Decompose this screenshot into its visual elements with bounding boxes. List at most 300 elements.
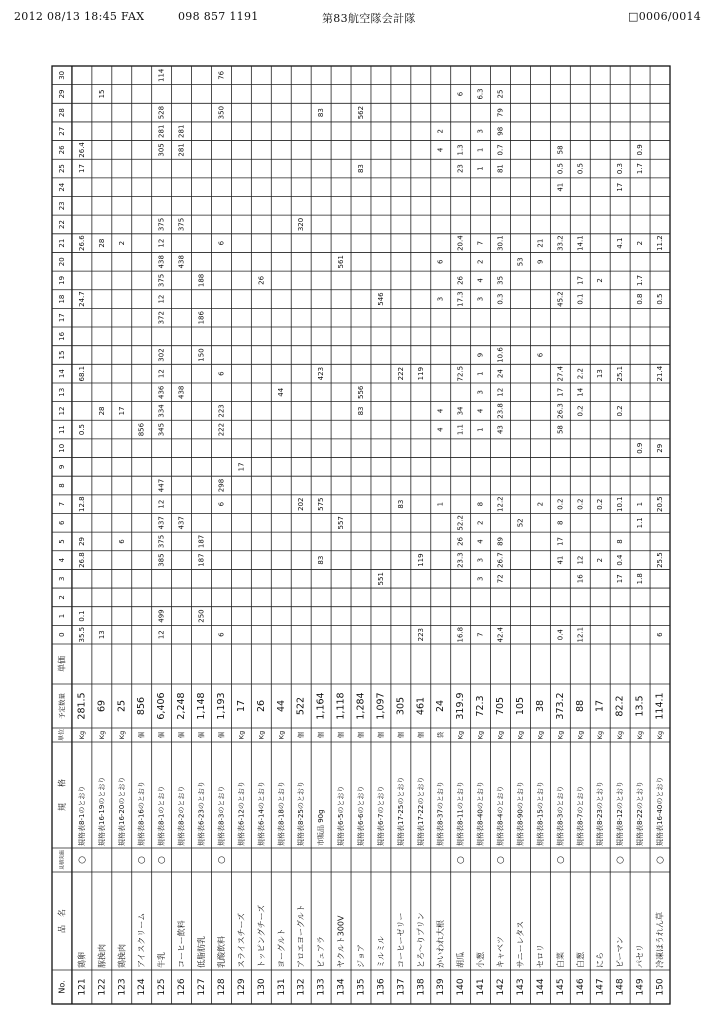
day-value: 222 (396, 366, 405, 381)
day-value: 437 (177, 516, 186, 530)
row-number: 134 (336, 978, 347, 996)
day-value: 41 (556, 182, 565, 192)
day-value: 12.2 (496, 496, 505, 512)
item-spec: 規格表8-18のとおり (277, 781, 286, 846)
day-value: 187 (197, 534, 206, 549)
day-value: 856 (137, 422, 146, 437)
row-number: 122 (97, 978, 108, 996)
day-value: 546 (376, 292, 385, 306)
day-value: 1.7 (636, 274, 645, 286)
day-header: 1 (57, 613, 66, 619)
day-value: 1 (476, 427, 485, 432)
day-value: 72 (496, 574, 505, 584)
day-value: 83 (357, 164, 365, 174)
item-spec: 規格表17-22のとおり (416, 776, 425, 846)
planned-quantity: 373.2 (554, 692, 566, 720)
column-header-unit: 単位 (58, 728, 66, 742)
row-number: 126 (177, 978, 188, 996)
day-value: 2 (117, 240, 126, 246)
row-number: 142 (496, 978, 507, 996)
day-header: 27 (57, 126, 66, 136)
day-value: 305 (157, 143, 166, 157)
unit: 個 (317, 731, 326, 739)
day-header: 30 (57, 70, 66, 80)
day-value: 3 (476, 296, 485, 302)
planned-quantity: 319.9 (455, 692, 467, 720)
day-value: 2 (476, 520, 485, 526)
day-header: 9 (57, 464, 66, 470)
item-name: ミルミル (376, 936, 386, 968)
day-header: 8 (57, 483, 66, 488)
unit: Kg (596, 730, 605, 740)
day-value: 551 (376, 572, 385, 586)
unit: 個 (297, 731, 306, 739)
item-name: ピーマン (615, 936, 625, 968)
unit: Kg (237, 730, 246, 740)
unit: Kg (516, 730, 525, 740)
day-value: 17 (77, 164, 86, 174)
planned-quantity: 114.1 (654, 692, 666, 720)
day-value: 4 (476, 278, 485, 283)
day-value: 3 (476, 129, 485, 134)
day-value: 26 (257, 275, 266, 285)
day-value: 89 (496, 536, 505, 546)
quote-mark: ○ (496, 856, 507, 864)
day-value: 17 (556, 536, 565, 546)
day-value: 0.5 (556, 162, 565, 175)
day-value: 34 (456, 406, 465, 416)
planned-quantity: 461 (415, 696, 427, 716)
item-name: 胡瓜 (456, 952, 466, 968)
fax-sender: 第83航空隊会計隊 (322, 12, 416, 25)
day-value: 8 (616, 539, 625, 544)
day-value: 0.2 (556, 498, 565, 510)
day-value: 52 (516, 518, 525, 528)
day-value: 20.5 (656, 496, 665, 512)
day-value: 83 (396, 499, 405, 509)
day-value: 12 (496, 387, 505, 397)
day-value: 4 (436, 147, 445, 153)
day-value: 423 (317, 366, 326, 381)
planned-quantity: 2,248 (176, 692, 188, 720)
unit: 個 (376, 731, 385, 739)
item-name: 白葱 (575, 952, 585, 968)
planned-quantity: 281.5 (76, 692, 88, 720)
item-spec: 規格表8-1のとおり (77, 785, 86, 846)
row-number: 147 (595, 978, 606, 996)
day-value: 6 (656, 632, 665, 637)
day-value: 24 (496, 369, 505, 379)
day-value: 4 (436, 427, 445, 432)
day-value: 6 (436, 259, 445, 265)
day-value: 4.1 (616, 237, 625, 249)
item-spec: 規格表6-5のとおり (337, 785, 346, 846)
day-value: 0.2 (596, 498, 605, 510)
planned-quantity: 69 (96, 699, 108, 713)
day-header: 4 (57, 557, 66, 563)
day-value: 561 (337, 255, 346, 269)
unit: 個 (337, 731, 346, 739)
day-value: 281 (157, 124, 166, 138)
day-value: 10.1 (616, 496, 625, 512)
day-header: 25 (57, 164, 66, 174)
day-value: 1 (476, 371, 485, 376)
day-value: 72.5 (456, 365, 465, 382)
row-number: 121 (77, 978, 88, 996)
day-value: 375 (157, 217, 166, 232)
item-spec: 規格表6-12のとおり (237, 781, 246, 846)
day-value: 83 (317, 555, 326, 565)
day-value: 25.1 (616, 365, 625, 382)
day-value: 17 (616, 182, 625, 192)
day-value: 0.4 (556, 629, 565, 641)
item-name: 小葱 (476, 952, 486, 968)
day-header: 7 (57, 501, 66, 507)
column-header-price: 単価 (57, 656, 67, 672)
row-number: 124 (137, 978, 148, 996)
day-value: 436 (157, 385, 166, 399)
day-value: 45.2 (556, 291, 565, 307)
planned-quantity: 1,164 (315, 692, 327, 720)
day-value: 79 (496, 108, 505, 118)
unit: Kg (616, 730, 625, 740)
day-value: 68.1 (77, 365, 86, 382)
day-value: 28 (97, 238, 106, 248)
day-value: 23.3 (456, 552, 465, 568)
day-header: 0 (57, 632, 66, 637)
item-name: 白菜 (555, 952, 565, 968)
day-value: 26.6 (77, 235, 86, 251)
item-name: コーヒー飲料 (177, 920, 187, 968)
day-header: 15 (57, 350, 66, 360)
day-value: 33.2 (556, 235, 565, 251)
day-value: 1 (476, 166, 485, 171)
item-spec: 規格表8-15のとおり (536, 781, 545, 846)
item-spec: 規格表16-20のとおり (117, 776, 126, 846)
row-number: 150 (655, 978, 666, 996)
item-name: スライスチーズ (236, 912, 246, 968)
day-header: 23 (57, 201, 66, 211)
day-value: 0.3 (616, 162, 625, 175)
item-name: アイスクリーム (137, 912, 147, 968)
day-value: 222 (217, 422, 226, 437)
day-value: 26.4 (77, 142, 86, 158)
day-value: 9 (476, 352, 485, 358)
item-name: 鶏卵 (77, 952, 87, 968)
unit: Kg (277, 730, 286, 740)
day-value: 2 (436, 129, 445, 134)
item-spec: 規格表8-12のとおり (616, 781, 625, 846)
planned-quantity: 705 (495, 696, 507, 716)
item-spec: 規格表8-7のとおり (576, 785, 585, 846)
day-value: 150 (197, 348, 206, 362)
item-name: サニーレタス (515, 920, 525, 968)
planned-quantity: 82.2 (614, 695, 626, 717)
day-value: 43 (496, 425, 505, 435)
quote-mark: ○ (216, 856, 227, 864)
day-header: 10 (57, 443, 66, 453)
day-header: 24 (57, 182, 66, 192)
day-value: 17 (117, 406, 126, 416)
day-value: 345 (157, 422, 166, 437)
day-value: 35.5 (77, 626, 86, 643)
day-value: 320 (297, 217, 306, 232)
row-number: 141 (476, 978, 487, 996)
fax-icon: □ (628, 10, 639, 23)
day-value: 26 (456, 536, 465, 546)
planned-quantity: 1,097 (375, 692, 387, 720)
day-header: 5 (57, 539, 66, 544)
day-value: 250 (197, 609, 206, 623)
day-value: 7 (476, 240, 485, 246)
day-value: 26.7 (496, 552, 505, 568)
column-header-name: 品 名 (57, 909, 67, 933)
planned-quantity: 17 (235, 699, 247, 713)
day-value: 499 (157, 609, 166, 623)
day-value: 6 (117, 539, 126, 544)
day-header: 21 (57, 238, 66, 248)
day-value: 12 (157, 294, 166, 304)
day-value: 0.9 (636, 442, 645, 454)
day-value: 23 (456, 164, 465, 174)
day-value: 334 (157, 404, 166, 418)
item-name: かいわれ大根 (436, 920, 446, 968)
planned-quantity: 1,148 (196, 692, 208, 720)
day-value: 3 (476, 390, 485, 395)
day-value: 26 (456, 275, 465, 285)
day-value: 202 (297, 497, 306, 511)
unit: Kg (117, 730, 126, 740)
unit: Kg (536, 730, 545, 740)
day-value: 0.5 (576, 162, 585, 175)
day-value: 2 (536, 501, 545, 507)
row-number: 140 (456, 978, 467, 996)
day-value: 0.4 (616, 554, 625, 566)
item-spec: 規格表8-23のとおり (596, 781, 605, 846)
unit: Kg (556, 730, 565, 740)
column-header-spec: 規 格 (57, 779, 67, 811)
day-value: 23.8 (496, 403, 505, 419)
item-name: ピュアラ (316, 936, 326, 968)
day-value: 42.4 (496, 626, 505, 643)
quote-mark: ○ (615, 856, 626, 864)
day-value: 372 (157, 311, 166, 325)
quote-mark: ○ (655, 856, 666, 864)
day-value: 119 (416, 366, 425, 381)
unit: 個 (177, 731, 186, 739)
unit: Kg (97, 730, 106, 740)
day-header: 18 (57, 294, 66, 304)
day-value: 2 (636, 240, 645, 246)
day-value: 98 (496, 126, 505, 136)
quote-mark: ○ (555, 856, 566, 864)
day-value: 438 (177, 255, 186, 269)
day-value: 187 (197, 553, 206, 567)
day-value: 0.2 (576, 498, 585, 510)
day-value: 385 (157, 553, 166, 567)
row-number: 148 (615, 978, 626, 996)
unit: 個 (357, 731, 365, 739)
unit: Kg (476, 730, 485, 740)
item-name: キャベツ (496, 936, 506, 968)
day-value: 3 (476, 576, 485, 581)
day-value: 53 (516, 257, 525, 267)
day-value: 12 (157, 369, 166, 379)
day-value: 13 (596, 369, 605, 379)
row-number: 136 (376, 978, 387, 996)
unit: Kg (77, 730, 86, 740)
planned-quantity: 26 (255, 699, 267, 713)
day-value: 375 (157, 273, 166, 288)
day-value: 29 (656, 443, 665, 453)
day-value: 0.1 (77, 610, 86, 622)
day-value: 8 (476, 501, 485, 507)
day-header: 26 (57, 145, 66, 155)
day-value: 6 (456, 91, 465, 97)
day-value: 2 (476, 259, 485, 265)
unit: Kg (636, 730, 645, 740)
item-name: 冷凍ほうれん草 (655, 912, 665, 968)
item-name: にら (595, 952, 605, 968)
day-value: 188 (197, 273, 206, 288)
day-header: 2 (57, 595, 66, 600)
day-value: 0.7 (496, 144, 505, 156)
quote-mark: ○ (77, 856, 88, 864)
quote-mark: ○ (157, 856, 168, 864)
day-value: 557 (337, 516, 346, 530)
day-value: 281 (177, 124, 186, 138)
day-value: 0.1 (576, 293, 585, 305)
item-name: セロリ (535, 944, 545, 968)
day-value: 6 (217, 632, 226, 637)
day-value: 0.2 (616, 405, 625, 417)
item-spec: 規格表8-3のとおり (217, 785, 226, 846)
row-number: 139 (436, 978, 447, 996)
day-header: 12 (57, 406, 66, 416)
day-value: 1.3 (456, 144, 465, 156)
planned-quantity: 1,284 (355, 692, 367, 720)
unit: Kg (456, 730, 465, 740)
day-header: 14 (57, 369, 66, 379)
day-value: 6 (217, 371, 226, 376)
planned-quantity: 856 (136, 696, 148, 716)
item-name: ジョア (356, 944, 366, 968)
day-value: 25.5 (656, 552, 665, 568)
day-value: 4 (476, 539, 485, 544)
item-name: トッピングチーズ (256, 904, 266, 968)
day-value: 0.9 (636, 144, 645, 156)
row-number: 129 (236, 978, 247, 996)
day-value: 8 (556, 520, 565, 526)
day-value: 0.8 (636, 293, 645, 305)
day-value: 1.8 (636, 573, 645, 585)
row-number: 145 (555, 978, 566, 996)
item-spec: 規格表16-19のとおり (97, 776, 106, 846)
item-name: アロエヨーグルト (296, 904, 306, 968)
day-value: 1.1 (456, 424, 465, 436)
planned-quantity: 88 (574, 699, 586, 713)
day-value: 16 (576, 574, 585, 584)
item-spec: 市販品 90g (317, 809, 326, 846)
day-value: 24.7 (77, 291, 86, 307)
day-value: 0.3 (496, 293, 505, 305)
day-value: 30.1 (496, 235, 505, 251)
item-spec: 規格表8-11のとおり (456, 781, 465, 846)
item-name: 豚挽肉 (97, 944, 107, 968)
day-value: 528 (157, 105, 166, 120)
day-value: 12 (157, 499, 166, 509)
day-value: 6 (217, 240, 226, 246)
item-spec: 規格表8-22のとおり (636, 781, 645, 846)
unit: 個 (137, 731, 146, 739)
day-value: 2.2 (576, 368, 585, 380)
column-header-no: No. (57, 980, 67, 994)
unit: Kg (576, 730, 585, 740)
fax-number: 098 857 1191 (178, 10, 259, 23)
day-value: 17 (237, 462, 246, 472)
quote-mark: ○ (456, 856, 467, 864)
day-value: 15 (97, 89, 106, 99)
day-value: 375 (157, 534, 166, 549)
planned-quantity: 6,406 (156, 692, 168, 720)
day-value: 29 (77, 536, 86, 546)
day-value: 2 (596, 278, 605, 283)
day-value: 1 (476, 147, 485, 153)
item-spec: 規格表6-7のとおり (376, 785, 385, 846)
fax-datetime: 2012 08/13 18:45 FAX (14, 10, 145, 23)
item-name: ヤクルト300V (336, 915, 346, 968)
column-header-quantity: 予定数量 (57, 693, 66, 719)
item-spec: 規格表16-40のとおり (656, 776, 665, 846)
row-number: 146 (575, 978, 586, 996)
day-value: 12 (576, 555, 585, 565)
day-value: 114 (157, 68, 166, 83)
row-number: 144 (535, 978, 546, 996)
day-value: 1 (636, 501, 645, 507)
planned-quantity: 24 (435, 699, 447, 713)
day-value: 438 (157, 255, 166, 269)
day-value: 12 (157, 630, 166, 640)
planned-quantity: 305 (395, 696, 407, 716)
day-value: 17.3 (456, 291, 465, 307)
planned-quantity: 13.5 (634, 695, 646, 717)
day-header: 29 (57, 89, 66, 99)
row-number: 149 (635, 978, 646, 996)
item-spec: 規格表8-4のとおり (496, 785, 505, 846)
planned-quantity: 38 (534, 699, 546, 713)
day-value: 21.4 (656, 365, 665, 382)
day-value: 35 (496, 275, 505, 285)
item-name: 牛乳 (157, 952, 167, 968)
planned-quantity: 25 (116, 699, 128, 713)
item-spec: 規格表17-25のとおり (396, 776, 405, 846)
row-number: 137 (396, 978, 407, 996)
day-value: 3 (476, 557, 485, 563)
day-value: 10.6 (496, 347, 505, 363)
day-value: 7 (476, 632, 485, 637)
day-value: 9 (536, 259, 545, 265)
day-value: 41 (556, 555, 565, 565)
day-value: 119 (416, 553, 425, 567)
day-value: 223 (416, 627, 425, 642)
planned-quantity: 17 (594, 699, 606, 713)
row-number: 127 (197, 978, 208, 996)
day-value: 302 (157, 348, 166, 362)
day-value: 17 (556, 387, 565, 397)
row-number: 125 (157, 978, 168, 996)
fax-page-number: □0006/0014 (628, 10, 702, 23)
unit: Kg (496, 730, 505, 740)
